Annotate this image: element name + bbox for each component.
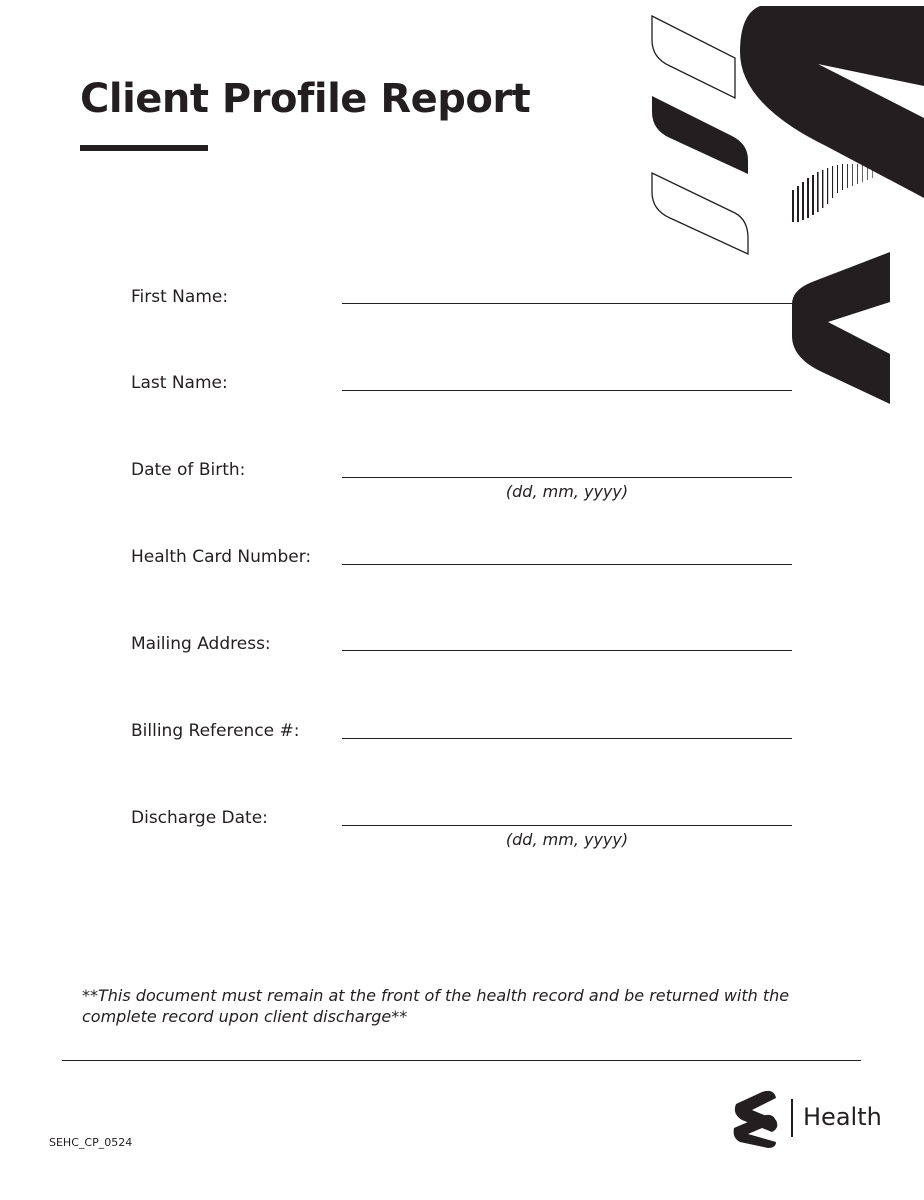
- discharge-date-label: Discharge Date:: [131, 808, 268, 828]
- retention-note: **This document must remain at the front of the health record and be returned with the complete record upon client discharge**: [82, 986, 790, 1026]
- billing-reference-label: Billing Reference #:: [131, 721, 300, 741]
- last-name-line[interactable]: [342, 390, 792, 391]
- date-of-birth-format-hint: (dd, mm, yyyy): [505, 482, 629, 501]
- title-underline: [80, 145, 208, 151]
- health-card-number-label: Health Card Number:: [131, 547, 312, 567]
- logo-divider: [791, 1099, 793, 1137]
- document-code: SEHC_CP_0524: [49, 1136, 133, 1149]
- last-name-label: Last Name:: [131, 373, 228, 393]
- stylized-s-mark-icon: [732, 1090, 782, 1150]
- page-title: Client Profile Report: [80, 76, 531, 122]
- date-of-birth-label: Date of Birth:: [131, 460, 246, 480]
- decorative-chevron-graphic: [640, 0, 924, 420]
- discharge-date-line[interactable]: [342, 825, 792, 826]
- first-name-line[interactable]: [342, 303, 792, 304]
- health-logo: [732, 1090, 882, 1150]
- date-of-birth-line[interactable]: [342, 477, 792, 478]
- footer-divider: [62, 1060, 861, 1061]
- billing-reference-line[interactable]: [342, 738, 792, 739]
- discharge-date-format-hint: (dd, mm, yyyy): [505, 830, 629, 849]
- first-name-label: First Name:: [131, 287, 229, 307]
- mailing-address-line[interactable]: [342, 650, 792, 651]
- logo-wordmark: Health: [803, 1103, 882, 1131]
- health-card-number-line[interactable]: [342, 564, 792, 565]
- mailing-address-label: Mailing Address:: [131, 634, 271, 654]
